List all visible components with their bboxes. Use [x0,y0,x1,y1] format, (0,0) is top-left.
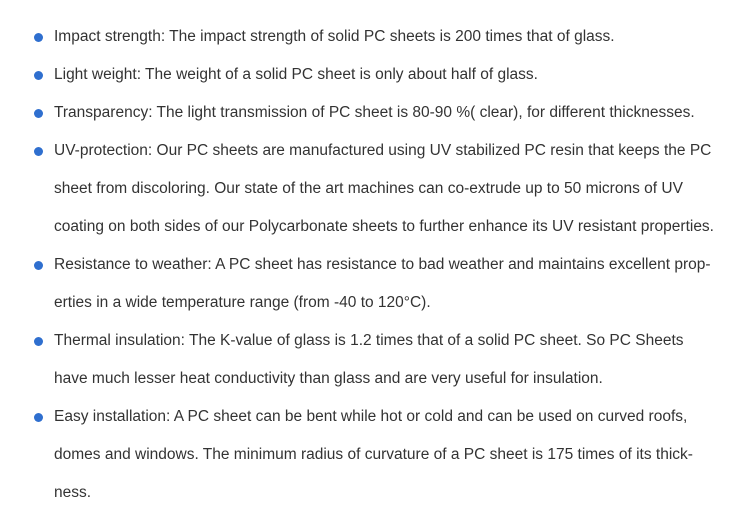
list-item-text: sheet from discoloring. Our state of the art machines can co-extrude up to 50 microns of UV [54,180,683,197]
list-item-text: coating on both sides of our Polycarbonate sheets to further enhance its UV resistant properties. [54,218,714,235]
list-item-text: have much lesser heat conductivity than glass and are very useful for insulation. [54,370,603,387]
bullet-icon [34,33,43,42]
list-item-text: erties in a wide temperature range (from -40 to 120°C). [54,294,431,311]
bullet-icon [34,109,43,118]
list-item-text: Light weight: The weight of a solid PC sheet is only about half of glass. [54,66,538,83]
bullet-icon [34,71,43,80]
list-item-text: Thermal insulation: The K-value of glass is 1.2 times that of a solid PC sheet. So PC Sheets [54,332,684,349]
bullet-icon [34,413,43,422]
bullet-icon [34,261,43,270]
bullet-icon [34,337,43,346]
list-item-text: Transparency: The light transmission of PC sheet is 80-90 %( clear), for different thicknesses. [54,104,695,121]
list-item-text: Impact strength: The impact strength of solid PC sheets is 200 times that of glass. [54,28,615,45]
bullet-icon [34,147,43,156]
list-item-text: ness. [54,484,92,501]
list-item-text: domes and windows. The minimum radius of curvature of a PC sheet is 175 times of its thick- [54,446,693,463]
list-item-text: Easy installation: A PC sheet can be bent while hot or cold and can be used on curved roofs, [54,408,688,425]
list-item-text: UV-protection: Our PC sheets are manufactured using UV stabilized PC resin that keeps the PC [54,142,712,159]
list-item-text: Resistance to weather: A PC sheet has resistance to bad weather and maintains excellent prop- [54,256,711,273]
